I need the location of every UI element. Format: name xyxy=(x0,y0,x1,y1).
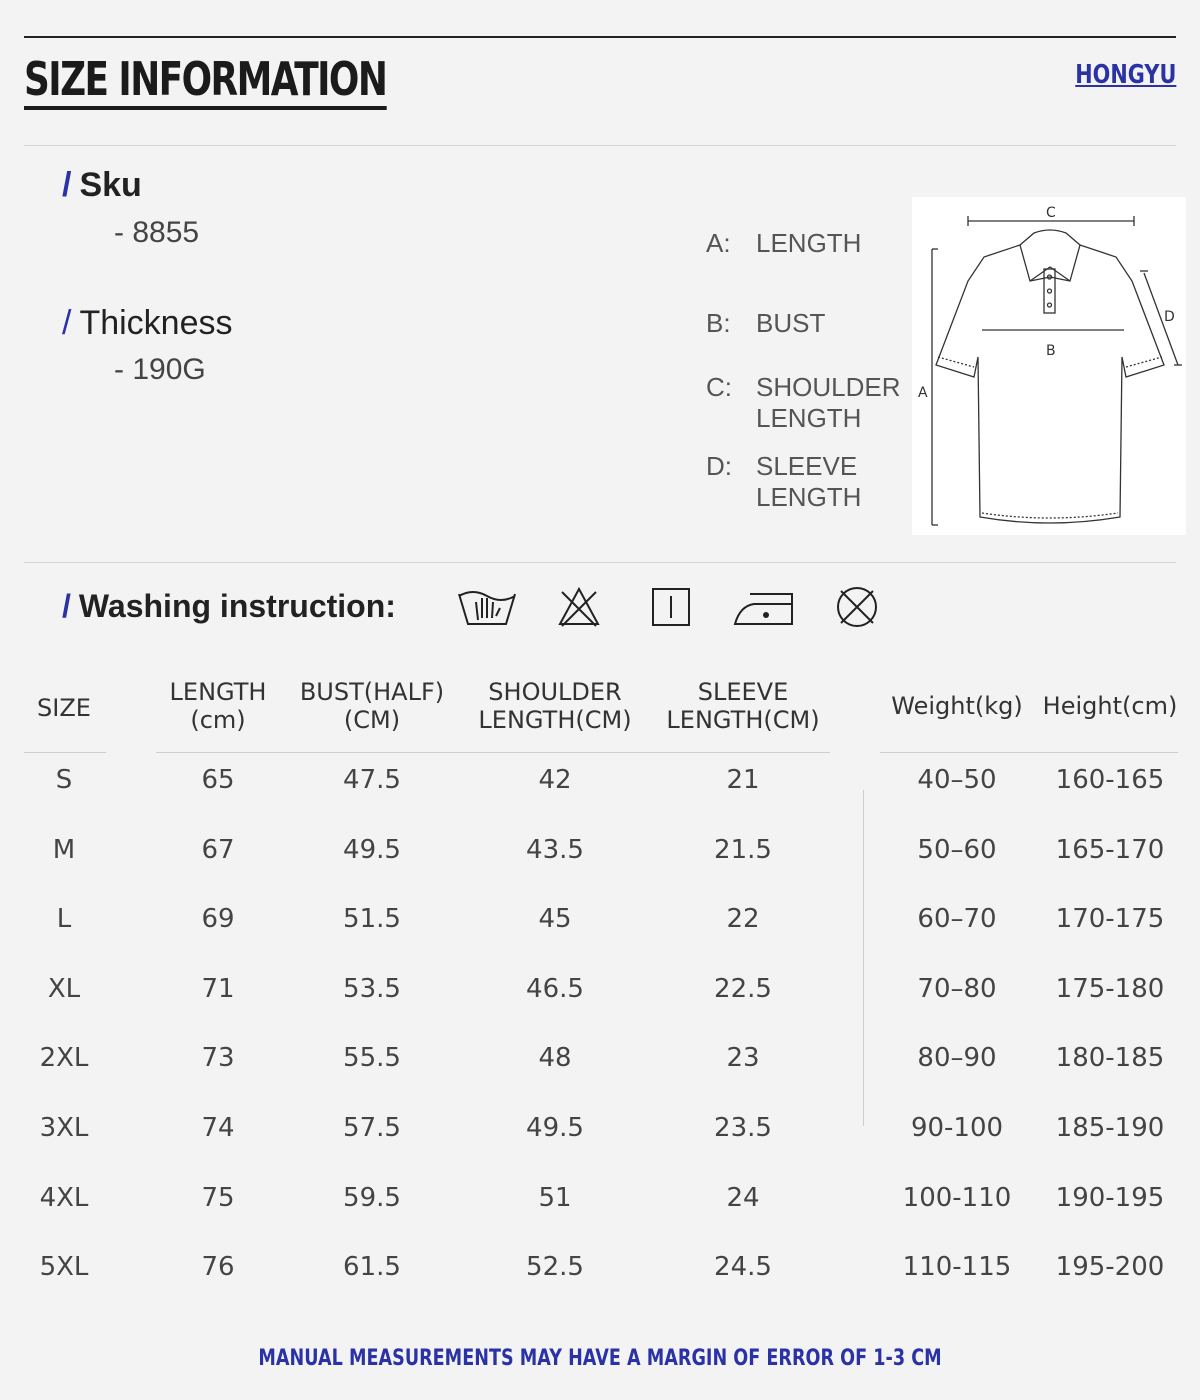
table-cell: 42 xyxy=(538,765,572,795)
table-cell: 51.5 xyxy=(343,904,401,935)
legend-key-b: B: xyxy=(706,308,731,338)
size-cell: L xyxy=(56,904,72,935)
table-cell: 47.5 xyxy=(343,765,401,795)
column-divider xyxy=(863,790,864,1126)
table-cell: 48 xyxy=(538,1043,572,1074)
sku-label: / Sku xyxy=(62,166,142,204)
size-cell: 2XL xyxy=(39,1043,89,1074)
diagram-label-b: B xyxy=(1046,343,1056,359)
table-cell: 195-200 xyxy=(1055,1252,1165,1283)
table-cell: 170-175 xyxy=(1055,904,1165,935)
table-cell: 59.5 xyxy=(343,1182,401,1213)
column-header: SHOULDER LENGTH(CM) xyxy=(478,678,632,734)
table-cell: 51 xyxy=(538,1182,572,1213)
page-title: SIZE INFORMATION xyxy=(24,52,386,110)
table-cell: 49.5 xyxy=(343,834,401,865)
thickness-label: / Thickness xyxy=(62,304,233,342)
table-cell: 53.5 xyxy=(343,973,401,1004)
sku-value: - 8855 xyxy=(114,216,200,249)
table-cell: 22.5 xyxy=(714,973,772,1004)
column-header: SLEEVE LENGTH(CM) xyxy=(666,678,820,734)
legend-key-a: A: xyxy=(706,228,731,258)
size-cell: M xyxy=(52,834,76,865)
legend-value-shoulder: SHOULDER LENGTH xyxy=(756,372,901,433)
divider xyxy=(24,145,1176,146)
iron-icon xyxy=(732,584,796,630)
table-cell: 22 xyxy=(726,904,760,935)
washing-label: / Washing instruction: xyxy=(62,588,396,624)
table-cell: 60–70 xyxy=(917,904,997,935)
table-cell: 90-100 xyxy=(910,1113,1004,1143)
table-cell: 80–90 xyxy=(917,1043,997,1074)
table-cell: 23 xyxy=(726,1043,760,1074)
column-header: SIZE xyxy=(37,694,91,722)
size-cell: 3XL xyxy=(39,1113,89,1143)
table-cell: 180-185 xyxy=(1055,1043,1165,1074)
table-cell: 73 xyxy=(201,1043,235,1074)
column-header: BUST(HALF) (CM) xyxy=(299,678,445,734)
column-header: LENGTH (cm) xyxy=(169,678,267,734)
table-cell: 61.5 xyxy=(343,1252,401,1283)
table-cell: 110-115 xyxy=(902,1252,1012,1283)
line-dry-icon xyxy=(650,584,692,630)
table-cell: 55.5 xyxy=(343,1043,401,1074)
table-cell: 190-195 xyxy=(1055,1182,1165,1213)
table-cell: 70–80 xyxy=(917,973,997,1004)
polo-shirt-diagram xyxy=(912,197,1186,535)
table-cell: 74 xyxy=(201,1113,235,1143)
polo-shirt-icon xyxy=(912,197,1186,535)
legend-value-bust: BUST xyxy=(756,308,826,338)
do-not-dry-clean-icon xyxy=(834,584,880,630)
table-cell: 24 xyxy=(726,1182,760,1213)
column-header: Height(cm) xyxy=(1042,692,1178,720)
table-cell: 165-170 xyxy=(1055,834,1165,865)
legend-key-c: C: xyxy=(706,372,732,402)
table-cell: 40–50 xyxy=(917,765,997,795)
table-cell: 21.5 xyxy=(714,834,772,865)
legend-value-length: LENGTH xyxy=(756,228,862,258)
table-cell: 45 xyxy=(538,904,572,935)
divider xyxy=(24,562,1176,563)
table-cell: 160-165 xyxy=(1055,765,1165,795)
table-cell: 75 xyxy=(201,1182,235,1213)
size-cell: S xyxy=(55,765,73,795)
table-cell: 50–60 xyxy=(917,834,997,865)
do-not-bleach-icon xyxy=(556,584,602,630)
table-cell: 52.5 xyxy=(526,1252,584,1283)
measurement-note: MANUAL MEASUREMENTS MAY HAVE A MARGIN OF ERROR OF 1-3 CM xyxy=(258,1346,942,1371)
table-cell: 71 xyxy=(201,973,235,1004)
diagram-label-c: C xyxy=(1046,205,1056,221)
column-header: Weight(kg) xyxy=(891,692,1023,720)
top-rule xyxy=(24,36,1176,38)
header-underline xyxy=(24,752,106,753)
table-cell: 67 xyxy=(201,834,235,865)
header-underline xyxy=(156,752,830,753)
table-cell: 76 xyxy=(201,1252,235,1283)
brand-link[interactable]: HONGYU xyxy=(1074,60,1176,90)
table-cell: 57.5 xyxy=(343,1113,401,1143)
table-cell: 185-190 xyxy=(1055,1113,1165,1143)
table-cell: 100-110 xyxy=(902,1182,1012,1213)
table-cell: 175-180 xyxy=(1055,973,1165,1004)
table-cell: 23.5 xyxy=(714,1113,772,1143)
thickness-value: - 190G xyxy=(114,353,206,386)
legend-key-d: D: xyxy=(706,451,732,481)
table-cell: 49.5 xyxy=(526,1113,584,1143)
hand-wash-icon xyxy=(456,584,518,630)
table-cell: 65 xyxy=(201,765,235,795)
table-cell: 43.5 xyxy=(526,834,584,865)
legend-value-sleeve: SLEEVE LENGTH xyxy=(756,451,862,512)
table-cell: 21 xyxy=(726,765,760,795)
table-cell: 69 xyxy=(201,904,235,935)
diagram-label-d: D xyxy=(1164,309,1175,325)
size-cell: XL xyxy=(47,973,81,1004)
table-cell: 24.5 xyxy=(714,1252,772,1283)
table-cell: 46.5 xyxy=(526,973,584,1004)
header-underline xyxy=(880,752,1178,753)
size-cell: 5XL xyxy=(39,1252,89,1283)
diagram-label-a: A xyxy=(918,385,928,401)
size-cell: 4XL xyxy=(39,1182,89,1213)
